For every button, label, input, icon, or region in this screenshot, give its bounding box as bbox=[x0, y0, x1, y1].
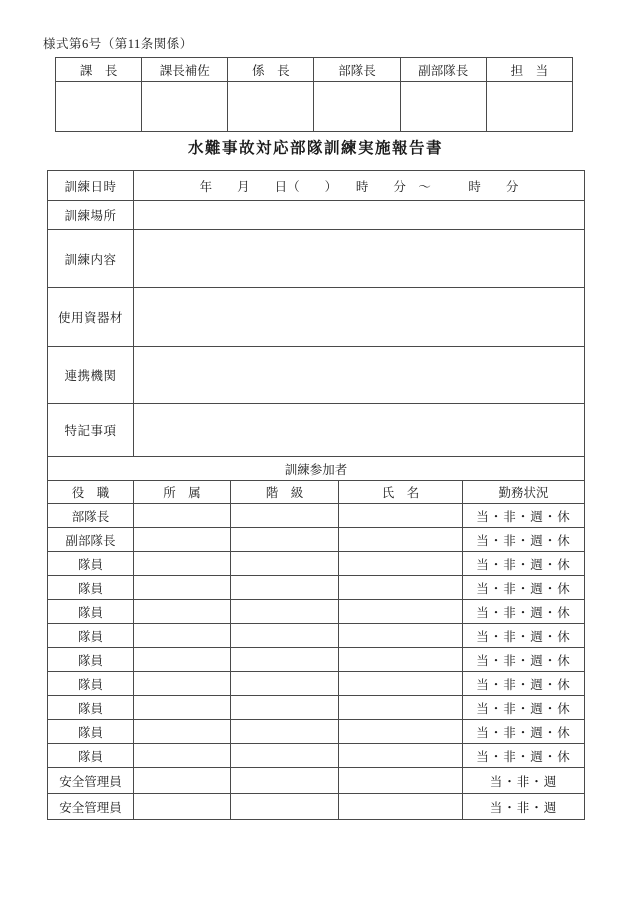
role-cell: 隊員 bbox=[48, 576, 134, 600]
participants-column-header-row bbox=[48, 481, 585, 504]
rank-cell bbox=[231, 672, 339, 696]
participant-row bbox=[48, 648, 585, 672]
affiliation-cell bbox=[134, 794, 231, 820]
name-cell bbox=[339, 552, 463, 576]
duty-status-cell: 当・非・週・休 bbox=[463, 720, 585, 744]
name-cell bbox=[339, 768, 463, 794]
role-cell: 隊員 bbox=[48, 696, 134, 720]
duty-status-cell: 当・非・週・休 bbox=[463, 648, 585, 672]
field-value-training-datetime: 年 月 日（ ） 時 分 ～ 時 分 bbox=[134, 171, 585, 201]
rank-cell bbox=[231, 600, 339, 624]
field-value-liaison-organizations bbox=[134, 347, 585, 404]
duty-status-cell: 当・非・週・休 bbox=[463, 696, 585, 720]
name-cell bbox=[339, 720, 463, 744]
participant-row bbox=[48, 720, 585, 744]
rank-cell bbox=[231, 504, 339, 528]
participant-row bbox=[48, 672, 585, 696]
approval-stamp-table bbox=[55, 57, 573, 132]
participants-section-header: 訓練参加者 bbox=[48, 457, 585, 481]
approval-header-kakaricho: 係 長 bbox=[228, 58, 314, 82]
duty-status-cell: 当・非・週・休 bbox=[463, 504, 585, 528]
role-cell: 隊員 bbox=[48, 720, 134, 744]
participant-row bbox=[48, 794, 585, 820]
approval-header-row bbox=[56, 58, 573, 82]
field-value-special-notes bbox=[134, 404, 585, 457]
approval-stamp-cell bbox=[486, 82, 572, 132]
approval-header-tanto: 担 当 bbox=[486, 58, 572, 82]
role-cell: 隊員 bbox=[48, 672, 134, 696]
field-value-training-content bbox=[134, 230, 585, 288]
role-cell: 部隊長 bbox=[48, 504, 134, 528]
approval-stamp-cell bbox=[400, 82, 486, 132]
name-cell bbox=[339, 504, 463, 528]
affiliation-cell bbox=[134, 648, 231, 672]
field-label-training-content: 訓練内容 bbox=[48, 230, 134, 288]
field-value-training-place bbox=[134, 201, 585, 230]
role-cell: 隊員 bbox=[48, 552, 134, 576]
rank-cell bbox=[231, 744, 339, 768]
rank-cell bbox=[231, 648, 339, 672]
name-cell bbox=[339, 672, 463, 696]
role-cell: 安全管理員 bbox=[48, 768, 134, 794]
field-row-content bbox=[48, 230, 585, 288]
participant-row bbox=[48, 576, 585, 600]
participant-row bbox=[48, 768, 585, 794]
duty-status-cell: 当・非・週・休 bbox=[463, 528, 585, 552]
affiliation-cell bbox=[134, 576, 231, 600]
role-cell: 隊員 bbox=[48, 744, 134, 768]
column-header-rank: 階 級 bbox=[231, 481, 339, 504]
participant-row bbox=[48, 528, 585, 552]
role-cell: 隊員 bbox=[48, 648, 134, 672]
participant-row bbox=[48, 696, 585, 720]
form-number-note: 様式第6号（第11条関係） bbox=[43, 37, 193, 51]
training-report-table bbox=[47, 170, 585, 820]
field-row-datetime bbox=[48, 171, 585, 201]
role-cell: 隊員 bbox=[48, 624, 134, 648]
column-header-name: 氏 名 bbox=[339, 481, 463, 504]
affiliation-cell bbox=[134, 768, 231, 794]
column-header-affiliation: 所 属 bbox=[134, 481, 231, 504]
name-cell bbox=[339, 528, 463, 552]
rank-cell bbox=[231, 720, 339, 744]
approval-header-kacho: 課 長 bbox=[56, 58, 142, 82]
field-row-liaison bbox=[48, 347, 585, 404]
duty-status-cell: 当・非・週・休 bbox=[463, 600, 585, 624]
name-cell bbox=[339, 794, 463, 820]
approval-header-fukubutaicho: 副部隊長 bbox=[400, 58, 486, 82]
duty-status-cell: 当・非・週・休 bbox=[463, 576, 585, 600]
duty-status-cell: 当・非・週・休 bbox=[463, 744, 585, 768]
affiliation-cell bbox=[134, 720, 231, 744]
field-row-place bbox=[48, 201, 585, 230]
field-label-liaison-organizations: 連携機関 bbox=[48, 347, 134, 404]
approval-stamp-cell bbox=[56, 82, 142, 132]
approval-stamp-row bbox=[56, 82, 573, 132]
role-cell: 安全管理員 bbox=[48, 794, 134, 820]
affiliation-cell bbox=[134, 672, 231, 696]
approval-stamp-cell bbox=[228, 82, 314, 132]
name-cell bbox=[339, 624, 463, 648]
rank-cell bbox=[231, 624, 339, 648]
name-cell bbox=[339, 744, 463, 768]
report-title: 水難事故対応部隊訓練実施報告書 bbox=[187, 140, 443, 157]
participant-row bbox=[48, 624, 585, 648]
affiliation-cell bbox=[134, 552, 231, 576]
column-header-duty-status: 勤務状況 bbox=[463, 481, 585, 504]
rank-cell bbox=[231, 794, 339, 820]
field-label-equipment-used: 使用資器材 bbox=[48, 288, 134, 347]
rank-cell bbox=[231, 696, 339, 720]
affiliation-cell bbox=[134, 624, 231, 648]
participant-row bbox=[48, 600, 585, 624]
field-label-training-datetime: 訓練日時 bbox=[48, 171, 134, 201]
duty-status-cell: 当・非・週・休 bbox=[463, 624, 585, 648]
affiliation-cell bbox=[134, 600, 231, 624]
field-label-special-notes: 特記事項 bbox=[48, 404, 134, 457]
rank-cell bbox=[231, 528, 339, 552]
approval-header-butaicho: 部隊長 bbox=[314, 58, 400, 82]
duty-status-cell: 当・非・週 bbox=[463, 794, 585, 820]
affiliation-cell bbox=[134, 696, 231, 720]
field-row-special-notes bbox=[48, 404, 585, 457]
duty-status-cell: 当・非・週・休 bbox=[463, 672, 585, 696]
approval-stamp-cell bbox=[142, 82, 228, 132]
role-cell: 副部隊長 bbox=[48, 528, 134, 552]
participant-row bbox=[48, 744, 585, 768]
rank-cell bbox=[231, 576, 339, 600]
participant-row bbox=[48, 552, 585, 576]
name-cell bbox=[339, 576, 463, 600]
participant-row bbox=[48, 504, 585, 528]
name-cell bbox=[339, 696, 463, 720]
field-label-training-place: 訓練場所 bbox=[48, 201, 134, 230]
affiliation-cell bbox=[134, 528, 231, 552]
name-cell bbox=[339, 600, 463, 624]
role-cell: 隊員 bbox=[48, 600, 134, 624]
column-header-role: 役 職 bbox=[48, 481, 134, 504]
participants-section-row bbox=[48, 457, 585, 481]
name-cell bbox=[339, 648, 463, 672]
duty-status-cell: 当・非・週 bbox=[463, 768, 585, 794]
field-row-equipment bbox=[48, 288, 585, 347]
duty-status-cell: 当・非・週・休 bbox=[463, 552, 585, 576]
affiliation-cell bbox=[134, 744, 231, 768]
approval-stamp-cell bbox=[314, 82, 400, 132]
affiliation-cell bbox=[134, 504, 231, 528]
approval-header-kachohosa: 課長補佐 bbox=[142, 58, 228, 82]
field-value-equipment-used bbox=[134, 288, 585, 347]
rank-cell bbox=[231, 552, 339, 576]
rank-cell bbox=[231, 768, 339, 794]
